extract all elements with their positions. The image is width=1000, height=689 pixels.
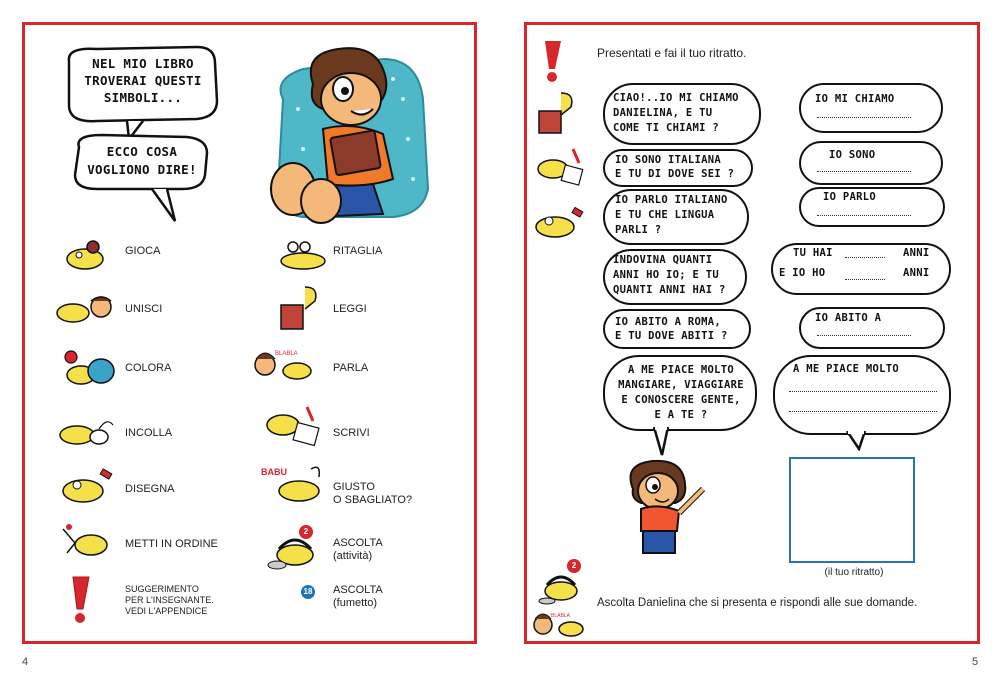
parla-icon [253, 345, 333, 385]
intro-line-2: TROVERAI QUESTI [84, 73, 202, 88]
answer-hai-line [793, 247, 833, 259]
colora-icon [59, 347, 117, 389]
left-page-frame [22, 22, 477, 644]
page-number-left: 4 [22, 656, 29, 668]
bubble-5-line-2: E TU DOVE ABITI ? [615, 330, 728, 342]
bubble-4-line-3: QUANTI ANNI HAI ? [613, 284, 726, 296]
answer-ho-anni: ANNI [903, 267, 930, 279]
bubble-6-line-4: E A TE ? [654, 409, 708, 421]
bubble-6-tail [652, 427, 672, 457]
answer-parlo-dots [817, 215, 911, 216]
legend-ascolta-fumetto [333, 584, 383, 610]
bubble-2-line-1: IO SONO ITALIANA [615, 154, 721, 166]
exclamation-icon [67, 575, 93, 625]
disegna-icon [531, 203, 589, 243]
ascolta-attivita-line-1: ASCOLTA [333, 537, 383, 549]
scrivi-icon [261, 403, 327, 449]
ascolta-attivita-icon [265, 527, 331, 573]
answer-ho-label: E IO HO [779, 267, 826, 279]
suggerimento-line-2: PER L'INSEGNANTE. [125, 595, 214, 605]
reading-kid-illustration [243, 39, 443, 224]
parla-icon [531, 609, 601, 641]
giusto-line-2: O SBAGLIATO? [333, 494, 413, 506]
bubble-6-line-3: E CONOSCERE GENTE, [621, 394, 741, 406]
unisci-icon [53, 291, 115, 327]
portrait-box[interactable] [789, 457, 915, 563]
leggi-icon [533, 89, 579, 139]
legend-ascolta-attivita [333, 537, 383, 563]
meaning-line-1: ECCO COSA [106, 144, 178, 159]
danielina-bubble-6-text [609, 363, 753, 423]
answer-piace-dots-2 [789, 411, 937, 412]
meaning-line-2: VOGLIONO DIRE! [87, 162, 197, 177]
suggerimento-line-1: SUGGERIMENTO [125, 584, 199, 594]
danielina-bubble-2-text [615, 153, 734, 181]
page-number-right: 5 [972, 656, 979, 668]
ascolta-fumetto-line-2: (fumetto) [333, 597, 378, 609]
danielina-bubble-5-text [615, 315, 728, 343]
intro-bubble-text [73, 55, 213, 106]
parla-icon-text: BLABLA [275, 351, 298, 357]
legend-unisci: UNISCI [125, 303, 163, 315]
instruction-text: Presentati e fai il tuo ritratto. [597, 46, 747, 60]
intro-line-1: NEL MIO LIBRO [92, 56, 194, 71]
answer-abito-dots [817, 335, 911, 336]
bubble-2-line-2: E TU DI DOVE SEI ? [615, 168, 735, 180]
bubble-4-line-1: INDOVINA QUANTI [613, 254, 713, 266]
giusto-icon-text: BABU [261, 467, 287, 477]
answer-piace-dots-1 [789, 391, 937, 392]
legend-giusto-sbagliato [333, 481, 412, 507]
bubble-6-line-2: MANGIARE, VIAGGIARE [618, 379, 744, 391]
danielina-bubble-4-text [613, 253, 726, 298]
answer-sono-dots [817, 171, 911, 172]
bubble-1-line-1: CIAO!..IO MI CHIAMO [613, 92, 739, 104]
bubble-4-line-2: ANNI HO IO; E TU [613, 269, 719, 281]
giusto-line-1: GIUSTO [333, 481, 375, 493]
ascolta-attivita-badge: 2 [299, 525, 313, 539]
bubble-1-line-3: COME TI CHIAMI ? [613, 122, 719, 134]
answer-abito-label: IO ABITO A [815, 312, 882, 324]
answer-name-label: IO MI CHIAMO [815, 93, 895, 105]
disegna-icon [57, 465, 119, 507]
ascolta-attivita-line-2: (attività) [333, 550, 373, 562]
leggi-icon [275, 283, 325, 333]
answer-piace-label: A ME PIACE MOLTO [793, 363, 899, 375]
danielina-bubble-3-text [615, 193, 728, 238]
answer-sono-label: IO SONO [829, 149, 876, 161]
legend-ritaglia: RITAGLIA [333, 245, 383, 257]
danielina-bubble-1-text [613, 91, 739, 136]
legend-colora: COLORA [125, 362, 172, 374]
intro-line-3: SIMBOLI... [103, 90, 183, 105]
legend-metti-in-ordine: METTI IN ORDINE [125, 538, 218, 550]
legend-gioca: GIOCA [125, 245, 161, 257]
bubble-3-line-1: IO PARLO ITALIANO [615, 194, 728, 206]
bubble-5-line-1: IO ABITO A ROMA, [615, 316, 721, 328]
parla-icon-text-right: BLABLA [551, 613, 570, 619]
listen-badge: 2 [567, 559, 581, 573]
legend-leggi: LEGGI [333, 303, 367, 315]
incolla-icon [55, 413, 117, 449]
exclamation-icon [539, 39, 565, 83]
bubble-3-line-2: E TU CHE LINGUA [615, 209, 715, 221]
answer-hai-label: TU HAI [793, 247, 833, 259]
legend-parla: PARLA [333, 362, 369, 374]
giusto-sbagliato-icon [259, 461, 331, 507]
ascolta-fumetto-badge: 18 [301, 585, 315, 599]
danielina-illustration [613, 459, 723, 559]
legend-scrivi: SCRIVI [333, 427, 370, 439]
bubble-1-line-2: DANIELINA, E TU [613, 107, 713, 119]
ascolta-fumetto-line-1: ASCOLTA [333, 584, 383, 596]
answer-bubble-piace-tail [845, 431, 871, 451]
portrait-caption: (il tuo ritratto) [824, 567, 884, 578]
right-page-frame [524, 22, 980, 644]
gioca-icon [55, 233, 115, 273]
listen-instruction: Ascolta Danielina che si presenta e rispondi alle sue domande. [597, 597, 918, 609]
scrivi-icon [533, 147, 589, 189]
metti-in-ordine-icon [59, 523, 117, 563]
legend-disegna: DISEGNA [125, 483, 175, 495]
answer-hai-anni: ANNI [903, 247, 930, 259]
bubble-6-line-1: A ME PIACE MOLTO [628, 364, 734, 376]
meaning-bubble-text [77, 143, 207, 179]
answer-hai-dots [845, 257, 885, 258]
suggerimento-note [125, 584, 214, 617]
answer-bubble-sono [799, 141, 943, 185]
answer-bubble-name [799, 83, 943, 133]
answer-parlo-label: IO PARLO [823, 191, 876, 203]
ritaglia-icon [273, 233, 335, 273]
answer-ho-dots [845, 279, 885, 280]
legend-incolla: INCOLLA [125, 427, 173, 439]
suggerimento-line-3: VEDI L'APPENDICE [125, 606, 208, 616]
bubble-3-line-3: PARLI ? [615, 224, 662, 236]
ascolta-attivita-icon [537, 565, 591, 607]
answer-name-dots [817, 117, 911, 118]
